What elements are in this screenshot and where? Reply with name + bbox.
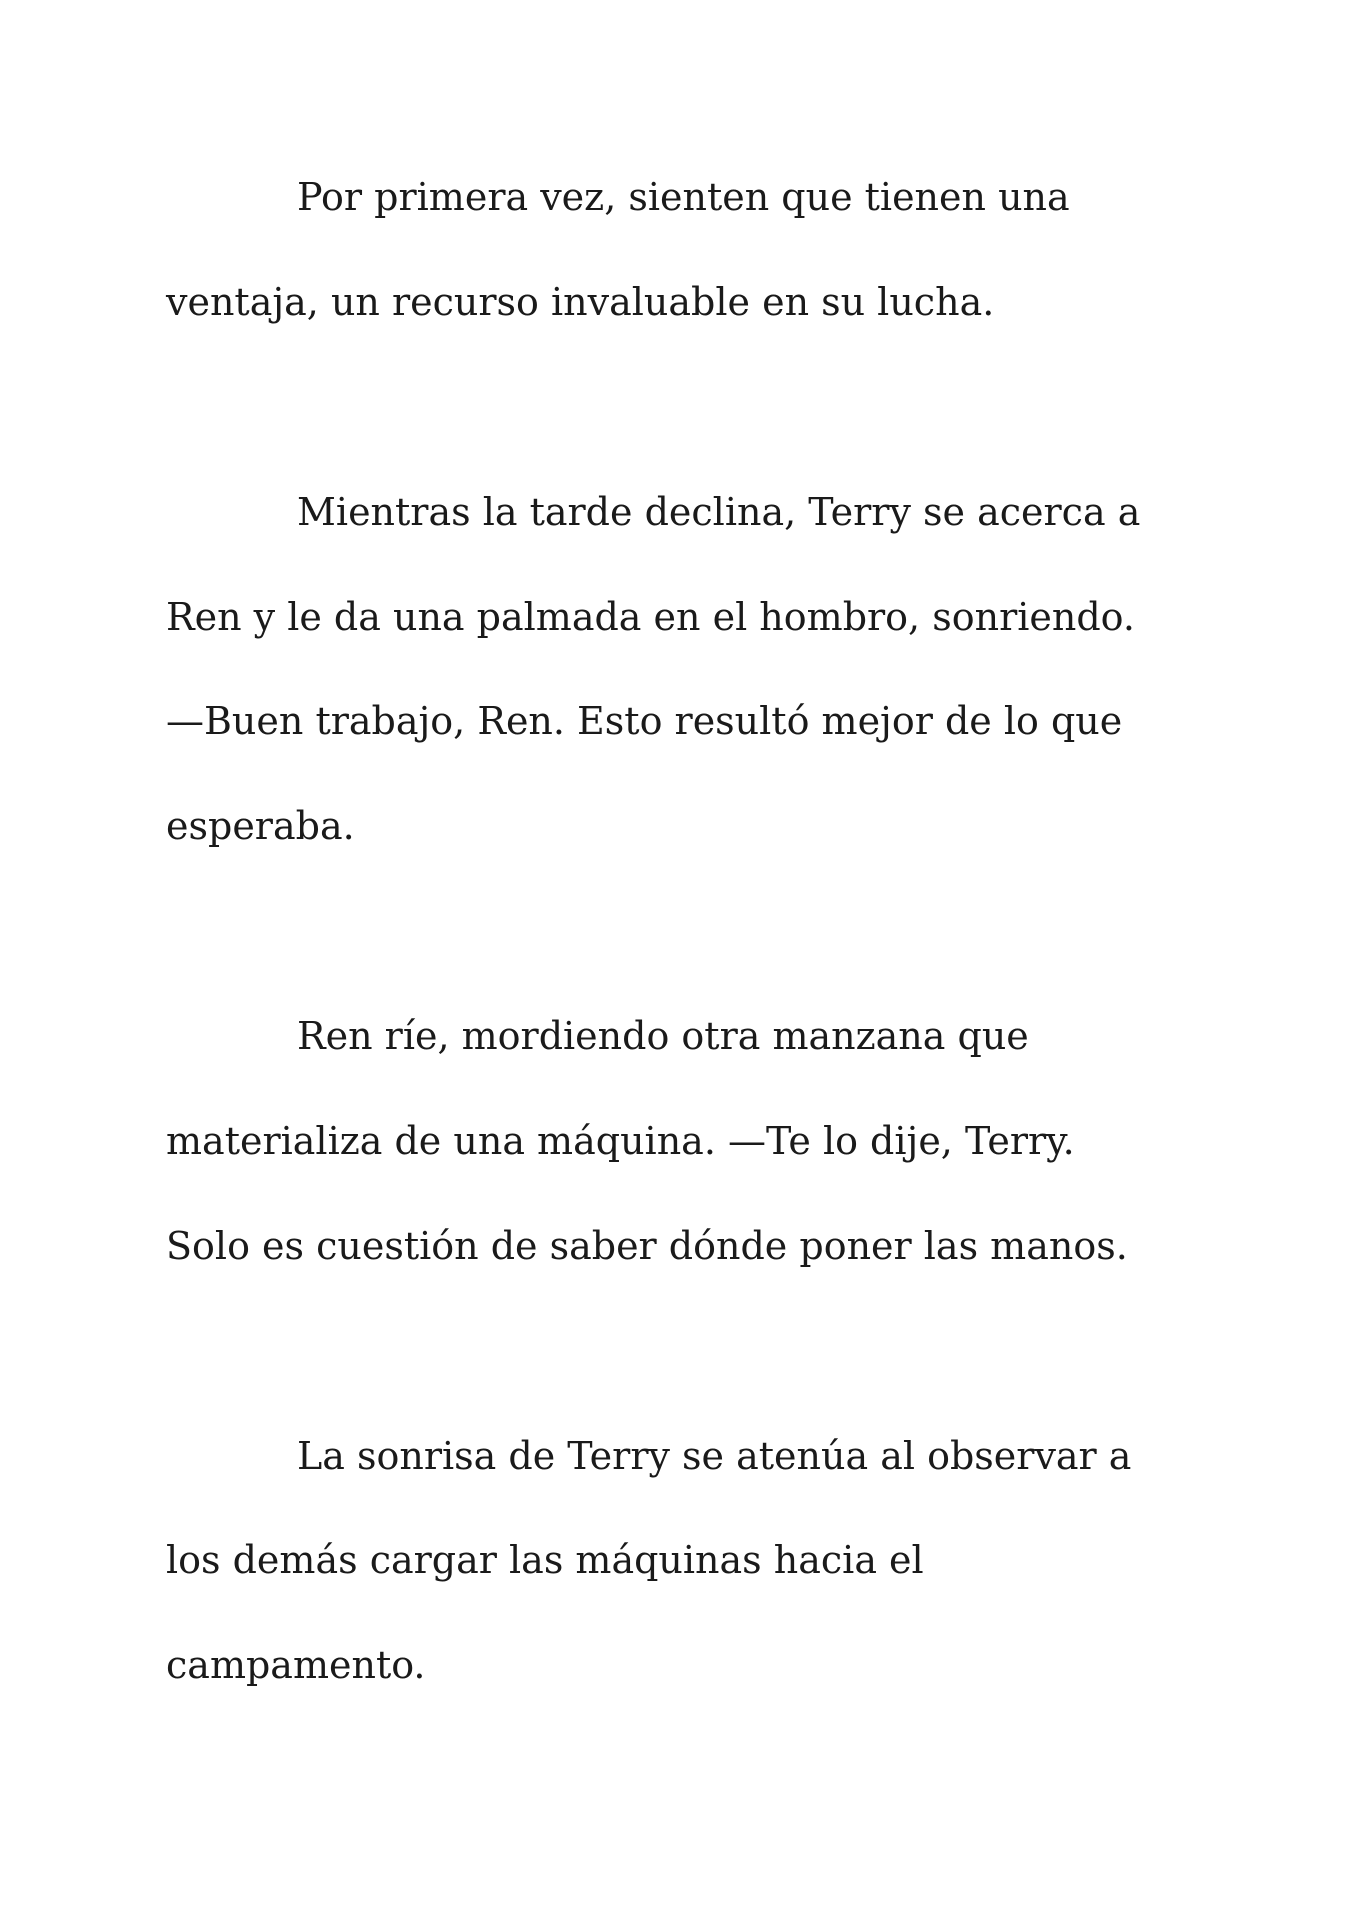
paragraph-line: Solo es cuestión de saber dónde poner las manos. — [166, 1224, 1128, 1268]
paragraph-line: campamento. — [166, 1643, 426, 1687]
paragraph-line: La sonrisa de Terry se atenúa al observar a — [297, 1434, 1132, 1478]
paragraph-line: materializa de una máquina. —Te lo dije, Terry. — [166, 1119, 1075, 1163]
paragraph-line: Mientras la tarde declina, Terry se acerca a — [297, 490, 1141, 534]
paragraph-line: Por primera vez, sienten que tienen una — [297, 175, 1070, 219]
paragraph-line: Ren ríe, mordiendo otra manzana que — [297, 1014, 1029, 1058]
paragraph-line: ventaja, un recurso invaluable en su lucha. — [166, 280, 995, 324]
paragraph-line: —Buen trabajo, Ren. Esto resultó mejor de lo que — [166, 699, 1123, 743]
paragraph-line: Ren y le da una palmada en el hombro, sonriendo. — [166, 595, 1135, 639]
paragraph-line: los demás cargar las máquinas hacia el — [166, 1538, 924, 1582]
paragraph-line: esperaba. — [166, 804, 355, 848]
